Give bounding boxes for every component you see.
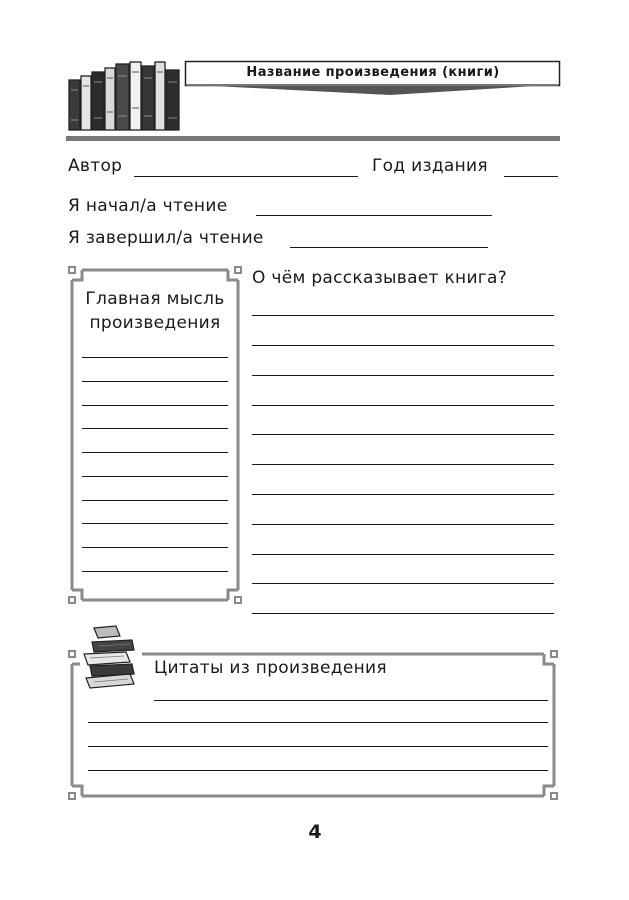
about-line[interactable] [252,494,554,495]
main-idea-line[interactable] [82,405,228,406]
about-line[interactable] [252,434,554,435]
book-title-heading: Название произведения (книги) [246,65,500,80]
year-field[interactable] [504,176,558,177]
page-number: 4 [308,821,322,843]
about-book-question: О чём рассказывает книга? [252,268,508,288]
author-field[interactable] [134,176,358,177]
main-idea-line[interactable] [82,523,228,524]
about-line[interactable] [252,613,554,614]
started-label: Я начал/а чтение [68,196,228,216]
book-pile-icon [80,622,142,692]
books-stack-icon [64,58,186,134]
quotes-title: Цитаты из произведения [154,658,387,678]
finished-label: Я завершил/а чтение [68,228,264,248]
main-idea-line[interactable] [82,452,228,453]
main-idea-line[interactable] [82,500,228,501]
about-line[interactable] [252,554,554,555]
about-line[interactable] [252,583,554,584]
main-idea-line[interactable] [82,381,228,382]
year-label: Год издания [372,156,488,176]
main-idea-title-line2: произведения [89,313,221,333]
quotes-line[interactable] [154,700,548,701]
main-idea-line[interactable] [82,476,228,477]
main-idea-line[interactable] [82,428,228,429]
about-line[interactable] [252,315,554,316]
author-label: Автор [68,156,123,176]
main-idea-title-line1: Главная мысль [85,289,225,309]
about-line[interactable] [252,405,554,406]
about-line[interactable] [252,524,554,525]
main-idea-line[interactable] [82,547,228,548]
quotes-line[interactable] [88,722,548,723]
quotes-line[interactable] [88,770,548,771]
main-idea-line[interactable] [82,357,228,358]
main-idea-line[interactable] [82,571,228,572]
finished-date-field[interactable] [290,247,488,248]
about-line[interactable] [252,375,554,376]
about-line[interactable] [252,464,554,465]
started-date-field[interactable] [256,215,492,216]
about-line[interactable] [252,345,554,346]
quotes-line[interactable] [88,746,548,747]
header-rule [66,136,560,141]
